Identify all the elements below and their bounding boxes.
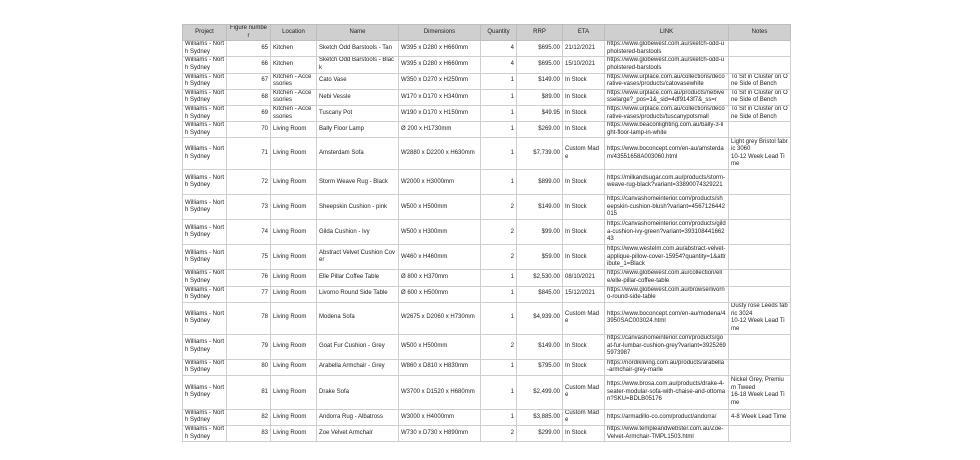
cell-location[interactable]: Living Room xyxy=(271,270,317,286)
cell-project[interactable]: Williams - North Sydney xyxy=(183,359,227,375)
cell-notes[interactable] xyxy=(729,41,791,57)
cell-figure-number[interactable]: 67 xyxy=(227,73,271,89)
cell-name[interactable]: Arabella Armchair - Grey xyxy=(317,359,399,375)
cell-location[interactable]: Kitchen - Accessories xyxy=(271,89,317,105)
column-header-quantity[interactable]: Quantity xyxy=(481,25,517,41)
cell-rrp[interactable]: $2,530.00 xyxy=(517,270,563,286)
cell-link[interactable]: https://www.brosa.com.au/products/drake-4-seater-modular-sofa-with-chaise-and-ottoman?SKU=BDLB05176 xyxy=(605,375,729,409)
table-row xyxy=(183,426,791,442)
cell-notes[interactable] xyxy=(729,122,791,138)
cell-link[interactable]: https://canvashomeinterior.com/products/gilda-cushion-ivy-green?variant=39310844166243 xyxy=(605,220,729,245)
cell-quantity[interactable]: 2 xyxy=(481,426,517,442)
cell-project[interactable]: Williams - North Sydney xyxy=(183,195,227,220)
cell-notes[interactable] xyxy=(729,359,791,375)
cell-dimensions[interactable]: W460 x H460mm xyxy=(399,245,481,270)
cell-figure-number[interactable]: 83 xyxy=(227,426,271,442)
cell-quantity[interactable]: 1 xyxy=(481,286,517,302)
cell-location[interactable]: Living Room xyxy=(271,409,317,425)
cell-eta[interactable]: 08/10/2021 xyxy=(563,270,605,286)
cell-notes[interactable] xyxy=(729,334,791,359)
column-header-name[interactable]: Name xyxy=(317,25,399,41)
cell-name[interactable]: Abstract Velvet Cushion Cover xyxy=(317,245,399,270)
cell-figure-number[interactable]: 69 xyxy=(227,105,271,121)
cell-dimensions[interactable]: Ø 800 x H370mm xyxy=(399,270,481,286)
cell-name[interactable]: Elle Pillar Coffee Table xyxy=(317,270,399,286)
column-header-notes[interactable]: Notes xyxy=(729,25,791,41)
cell-name[interactable]: Livorno Round Side Table xyxy=(317,286,399,302)
cell-rrp[interactable]: $845.00 xyxy=(517,286,563,302)
cell-project[interactable]: Williams - North Sydney xyxy=(183,245,227,270)
cell-eta[interactable]: 15/12/2021 xyxy=(563,286,605,302)
cell-eta[interactable]: In Stock xyxy=(563,359,605,375)
cell-dimensions[interactable]: W395 x D280 x H660mm xyxy=(399,57,481,73)
cell-eta[interactable]: Custom Made xyxy=(563,302,605,334)
cell-dimensions[interactable]: W2880 x D2200 x H630mm xyxy=(399,138,481,170)
cell-link[interactable]: https://www.globewest.com.au/browse/livorno-round-side-table xyxy=(605,286,729,302)
cell-quantity[interactable]: 1 xyxy=(481,359,517,375)
cell-quantity[interactable]: 1 xyxy=(481,105,517,121)
cell-project[interactable]: Williams - North Sydney xyxy=(183,302,227,334)
cell-name[interactable]: Modena Sofa xyxy=(317,302,399,334)
table-row xyxy=(183,57,791,73)
cell-link[interactable]: https://www.beaconlighting.com.au/bally-3-light-floor-lamp-in-white xyxy=(605,122,729,138)
cell-rrp[interactable]: $2,499.00 xyxy=(517,375,563,409)
table-row xyxy=(183,359,791,375)
cell-figure-number[interactable]: 79 xyxy=(227,334,271,359)
cell-quantity[interactable]: 1 xyxy=(481,302,517,334)
table-row xyxy=(183,89,791,105)
column-header-dimensions[interactable]: Dimensions xyxy=(399,25,481,41)
cell-location[interactable]: Kitchen xyxy=(271,57,317,73)
cell-link[interactable]: https://canvashomeinterior.com/products/sheepskin-cushion-blush?variant=4567126442015 xyxy=(605,195,729,220)
table-row xyxy=(183,334,791,359)
cell-rrp[interactable]: $3,885.00 xyxy=(517,409,563,425)
cell-notes[interactable] xyxy=(729,170,791,195)
cell-location[interactable]: Living Room xyxy=(271,245,317,270)
cell-figure-number[interactable]: 65 xyxy=(227,41,271,57)
cell-notes[interactable]: Nickel Grey, Premium Tweed 16-18 Week Lead Time xyxy=(729,375,791,409)
cell-eta[interactable]: In Stock xyxy=(563,195,605,220)
cell-eta[interactable]: In Stock xyxy=(563,122,605,138)
cell-quantity[interactable]: 2 xyxy=(481,245,517,270)
table-row xyxy=(183,170,791,195)
cell-rrp[interactable]: $59.00 xyxy=(517,245,563,270)
cell-quantity[interactable]: 1 xyxy=(481,409,517,425)
table-row xyxy=(183,270,791,286)
cell-rrp[interactable]: $99.00 xyxy=(517,220,563,245)
cell-figure-number[interactable]: 77 xyxy=(227,286,271,302)
cell-link[interactable]: https://www.urplace.com.au/products/nebivesselarge?_pos=1&_sid=4df9143f7&_ss=r xyxy=(605,89,729,105)
cell-figure-number[interactable]: 71 xyxy=(227,138,271,170)
cell-dimensions[interactable]: W3700 x D1520 x H680mm xyxy=(399,375,481,409)
cell-quantity[interactable]: 1 xyxy=(481,138,517,170)
cell-project[interactable]: Williams - North Sydney xyxy=(183,122,227,138)
cell-eta[interactable]: In Stock xyxy=(563,220,605,245)
cell-rrp[interactable]: $89.00 xyxy=(517,89,563,105)
cell-eta[interactable]: 15/10/2021 xyxy=(563,57,605,73)
cell-project[interactable]: Williams - North Sydney xyxy=(183,409,227,425)
header-row xyxy=(183,25,791,41)
cell-name[interactable]: Sketch Odd Barstools - Black xyxy=(317,57,399,73)
cell-name[interactable]: Cato Vase xyxy=(317,73,399,89)
cell-project[interactable]: Williams - North Sydney xyxy=(183,286,227,302)
cell-project[interactable]: Williams - North Sydney xyxy=(183,57,227,73)
cell-link[interactable]: https://milkandsugar.com.au/products/storm-weave-rug-black?variant=33890074329221 xyxy=(605,170,729,195)
cell-eta[interactable]: In Stock xyxy=(563,170,605,195)
column-header-location[interactable]: Location xyxy=(271,25,317,41)
table-row xyxy=(183,409,791,425)
cell-quantity[interactable]: 2 xyxy=(481,195,517,220)
cell-eta[interactable]: Custom Made xyxy=(563,409,605,425)
table-row xyxy=(183,138,791,170)
table-row xyxy=(183,195,791,220)
cell-rrp[interactable]: $299.00 xyxy=(517,426,563,442)
cell-name[interactable]: Storm Weave Rug - Black xyxy=(317,170,399,195)
cell-figure-number[interactable]: 81 xyxy=(227,375,271,409)
cell-link[interactable]: https://www.globewest.com.au/collection/elle/elle-pillar-coffee-table xyxy=(605,270,729,286)
cell-rrp[interactable]: $269.00 xyxy=(517,122,563,138)
cell-project[interactable]: Williams - North Sydney xyxy=(183,220,227,245)
cell-eta[interactable]: In Stock xyxy=(563,89,605,105)
cell-quantity[interactable]: 1 xyxy=(481,89,517,105)
column-header-link[interactable]: LINK xyxy=(605,25,729,41)
cell-location[interactable]: Kitchen - Accessories xyxy=(271,105,317,121)
cell-name[interactable]: Zoe Velvet Armchair xyxy=(317,426,399,442)
cell-figure-number[interactable]: 80 xyxy=(227,359,271,375)
cell-notes[interactable]: To Sit in Cluster on One Side of Bench xyxy=(729,73,791,89)
cell-project[interactable]: Williams - North Sydney xyxy=(183,426,227,442)
cell-quantity[interactable]: 2 xyxy=(481,334,517,359)
cell-name[interactable]: Andorra Rug - Albatross xyxy=(317,409,399,425)
cell-figure-number[interactable]: 68 xyxy=(227,89,271,105)
cell-notes[interactable]: To Sit in Cluster on One Side of Bench xyxy=(729,89,791,105)
cell-quantity[interactable]: 2 xyxy=(481,220,517,245)
cell-dimensions[interactable]: Ø 200 x H1730mm xyxy=(399,122,481,138)
cell-link[interactable]: https://www.westelm.com.au/abstract-velvet-applique-pillow-cover-15954?quantity=1&attribute_1=Black xyxy=(605,245,729,270)
cell-link[interactable]: https://canvashomeinterior.com/products/goat-fur-lumbar-cushion-grey?variant=39252695973987 xyxy=(605,334,729,359)
cell-quantity[interactable]: 1 xyxy=(481,270,517,286)
cell-notes[interactable]: To Sit in Cluster on One Side of Bench xyxy=(729,105,791,121)
cell-notes[interactable] xyxy=(729,426,791,442)
cell-dimensions[interactable]: W2675 x D2060 x H730mm xyxy=(399,302,481,334)
cell-quantity[interactable]: 4 xyxy=(481,41,517,57)
cell-project[interactable]: Williams - North Sydney xyxy=(183,334,227,359)
cell-notes[interactable] xyxy=(729,57,791,73)
cell-link[interactable]: https://www.boconcept.com/en-au/amsterdam/43551658A003060.html xyxy=(605,138,729,170)
cell-rrp[interactable]: $695.00 xyxy=(517,57,563,73)
cell-dimensions[interactable]: W350 x D270 x H250mm xyxy=(399,73,481,89)
cell-rrp[interactable]: $695.00 xyxy=(517,41,563,57)
cell-location[interactable]: Living Room xyxy=(271,302,317,334)
cell-eta[interactable]: Custom Made xyxy=(563,375,605,409)
cell-figure-number[interactable]: 75 xyxy=(227,245,271,270)
table-row xyxy=(183,105,791,121)
cell-location[interactable]: Living Room xyxy=(271,334,317,359)
cell-notes[interactable] xyxy=(729,286,791,302)
cell-name[interactable]: Sketch Odd Barstools - Tan xyxy=(317,41,399,57)
cell-figure-number[interactable]: 78 xyxy=(227,302,271,334)
cell-eta[interactable]: Custom Made xyxy=(563,138,605,170)
cell-link[interactable]: https://www.templeandwebster.com.au/Zoe-Velvet-Armchair-TMPL1503.html xyxy=(605,426,729,442)
cell-location[interactable]: Living Room xyxy=(271,170,317,195)
cell-project[interactable]: Williams - North Sydney xyxy=(183,270,227,286)
column-header-figure-number[interactable]: Figure number xyxy=(227,25,271,41)
cell-link[interactable]: https://www.globewest.com.au/sketch-odd-upholstered-barstools xyxy=(605,41,729,57)
cell-name[interactable]: Nebi Vessle xyxy=(317,89,399,105)
cell-figure-number[interactable]: 74 xyxy=(227,220,271,245)
cell-eta[interactable]: In Stock xyxy=(563,73,605,89)
table-row xyxy=(183,220,791,245)
cell-rrp[interactable]: $149.00 xyxy=(517,73,563,89)
cell-link[interactable]: https://armadillo-co.com/product/andorra/ xyxy=(605,409,729,425)
cell-project[interactable]: Williams - North Sydney xyxy=(183,170,227,195)
table-row xyxy=(183,375,791,409)
cell-rrp[interactable]: $7,739.00 xyxy=(517,138,563,170)
cell-name[interactable]: Drake Sofa xyxy=(317,375,399,409)
cell-dimensions[interactable]: W3000 x H4000mm xyxy=(399,409,481,425)
cell-project[interactable]: Williams - North Sydney xyxy=(183,89,227,105)
cell-dimensions[interactable]: W730 x D730 x H890mm xyxy=(399,426,481,442)
cell-dimensions[interactable]: W2000 x H3000mm xyxy=(399,170,481,195)
cell-notes[interactable] xyxy=(729,220,791,245)
cell-location[interactable]: Living Room xyxy=(271,426,317,442)
table-row xyxy=(183,302,791,334)
cell-quantity[interactable]: 4 xyxy=(481,57,517,73)
cell-location[interactable]: Kitchen xyxy=(271,41,317,57)
cell-rrp[interactable]: $795.00 xyxy=(517,359,563,375)
cell-name[interactable]: Amsterdam Sofa xyxy=(317,138,399,170)
cell-project[interactable]: Williams - North Sydney xyxy=(183,73,227,89)
cell-rrp[interactable]: $149.00 xyxy=(517,195,563,220)
cell-eta[interactable]: In Stock xyxy=(563,334,605,359)
cell-dimensions[interactable]: W395 x D280 x H660mm xyxy=(399,41,481,57)
cell-quantity[interactable]: 1 xyxy=(481,122,517,138)
cell-location[interactable]: Living Room xyxy=(271,359,317,375)
cell-name[interactable]: Tuscany Pot xyxy=(317,105,399,121)
column-header-project[interactable]: Project xyxy=(183,25,227,41)
spreadsheet-table xyxy=(182,24,791,442)
cell-location[interactable]: Kitchen - Accessories xyxy=(271,73,317,89)
cell-link[interactable]: https://www.globewest.com.au/sketch-odd-upholstered-barstools xyxy=(605,57,729,73)
cell-notes[interactable]: Light grey Bristol fabric 3060 10-12 Week Lead Time xyxy=(729,138,791,170)
cell-dimensions[interactable]: W170 x D170 x H340mm xyxy=(399,89,481,105)
cell-eta[interactable]: In Stock xyxy=(563,245,605,270)
cell-location[interactable]: Living Room xyxy=(271,375,317,409)
cell-eta[interactable]: In Stock xyxy=(563,105,605,121)
cell-project[interactable]: Williams - North Sydney xyxy=(183,138,227,170)
cell-link[interactable]: https://www.urplace.com.au/collections/decorative-vases/products/catovasewhite xyxy=(605,73,729,89)
cell-dimensions[interactable]: W500 x H500mm xyxy=(399,334,481,359)
cell-project[interactable]: Williams - North Sydney xyxy=(183,375,227,409)
cell-quantity[interactable]: 1 xyxy=(481,73,517,89)
cell-rrp[interactable]: $899.00 xyxy=(517,170,563,195)
cell-link[interactable]: https://www.boconcept.com/en-au/modena/43950SAC003024.html xyxy=(605,302,729,334)
table-row xyxy=(183,73,791,89)
cell-eta[interactable]: 21/12/2021 xyxy=(563,41,605,57)
cell-location[interactable]: Living Room xyxy=(271,220,317,245)
cell-link[interactable]: https://www.urplace.com.au/collections/decorative-vases/products/tuscanypotsmall xyxy=(605,105,729,121)
cell-dimensions[interactable]: W190 x D170 x H150mm xyxy=(399,105,481,121)
table-row xyxy=(183,286,791,302)
cell-notes[interactable]: 4-8 Week Lead Time xyxy=(729,409,791,425)
cell-rrp[interactable]: $4,939.00 xyxy=(517,302,563,334)
cell-location[interactable]: Living Room xyxy=(271,122,317,138)
cell-location[interactable]: Living Room xyxy=(271,138,317,170)
cell-link[interactable]: https://nordikliving.com.au/products/arabella-armchair-grey-marle xyxy=(605,359,729,375)
cell-name[interactable]: Goat Fur Cushion - Grey xyxy=(317,334,399,359)
cell-location[interactable]: Living Room xyxy=(271,286,317,302)
cell-figure-number[interactable]: 66 xyxy=(227,57,271,73)
cell-quantity[interactable]: 1 xyxy=(481,375,517,409)
cell-figure-number[interactable]: 76 xyxy=(227,270,271,286)
cell-project[interactable]: Williams - North Sydney xyxy=(183,105,227,121)
cell-rrp[interactable]: $149.00 xyxy=(517,334,563,359)
cell-name[interactable]: Bally Floor Lamp xyxy=(317,122,399,138)
cell-eta[interactable]: In Stock xyxy=(563,426,605,442)
cell-figure-number[interactable]: 82 xyxy=(227,409,271,425)
cell-location[interactable]: Living Room xyxy=(271,195,317,220)
cell-project[interactable]: Williams - North Sydney xyxy=(183,41,227,57)
column-header-eta[interactable]: ETA xyxy=(563,25,605,41)
cell-rrp[interactable]: $49.95 xyxy=(517,105,563,121)
cell-figure-number[interactable]: 72 xyxy=(227,170,271,195)
cell-notes[interactable]: Dusty rose Leeds fabric 3024 10-12 Week Lead Time xyxy=(729,302,791,334)
cell-dimensions[interactable]: W500 x H300mm xyxy=(399,220,481,245)
cell-dimensions[interactable]: W860 x D810 x H830mm xyxy=(399,359,481,375)
cell-notes[interactable] xyxy=(729,195,791,220)
cell-notes[interactable] xyxy=(729,245,791,270)
cell-name[interactable]: Gilda Cushion - Ivy xyxy=(317,220,399,245)
column-header-rrp[interactable]: RRP xyxy=(517,25,563,41)
cell-dimensions[interactable]: Ø 600 x H500mm xyxy=(399,286,481,302)
table-row xyxy=(183,41,791,57)
cell-dimensions[interactable]: W500 x H500mm xyxy=(399,195,481,220)
cell-quantity[interactable]: 1 xyxy=(481,170,517,195)
table-row xyxy=(183,245,791,270)
cell-notes[interactable] xyxy=(729,270,791,286)
cell-name[interactable]: Sheepskin Cushion - pink xyxy=(317,195,399,220)
cell-figure-number[interactable]: 70 xyxy=(227,122,271,138)
table-row xyxy=(183,122,791,138)
cell-figure-number[interactable]: 73 xyxy=(227,195,271,220)
